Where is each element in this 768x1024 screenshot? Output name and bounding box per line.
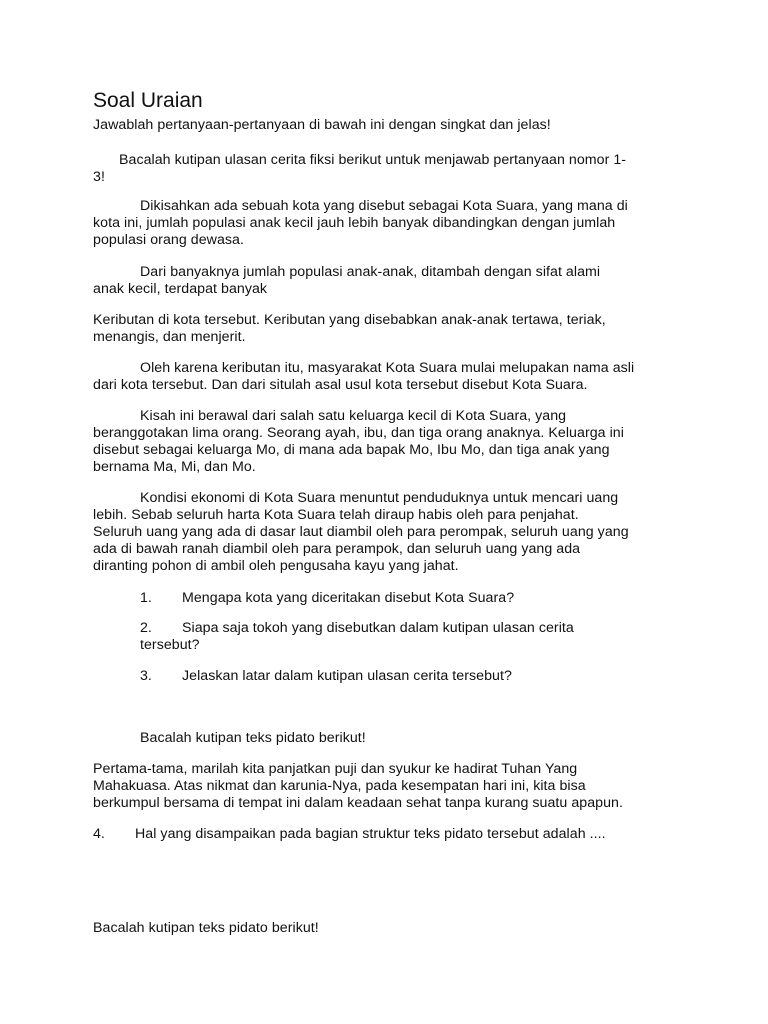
paragraph-line: diranting pohon di ambil oleh pengusaha kayu yang jahat. bbox=[93, 558, 459, 574]
passage-line: Pertama-tama, marilah kita panjatkan puji dan syukur ke hadirat Tuhan Yang bbox=[93, 761, 578, 777]
instruction-text: Jawablah pertanyaan-pertanyaan di bawah ini dengan singkat dan jelas! bbox=[93, 117, 551, 133]
paragraph-line: Kondisi ekonomi di Kota Suara menuntut penduduknya untuk mencari uang bbox=[140, 490, 619, 506]
paragraph-line: Dikisahkan ada sebuah kota yang disebut sebagai Kota Suara, yang mana di bbox=[140, 198, 628, 214]
paragraph-line: lebih. Sebab seluruh harta Kota Suara telah diraup habis oleh para penjahat. bbox=[93, 507, 579, 523]
question-number: 1. bbox=[140, 590, 152, 606]
paragraph-line: anak kecil, terdapat banyak bbox=[93, 281, 268, 297]
section1-intro-line: Bacalah kutipan ulasan cerita fiksi berikut untuk menjawab pertanyaan nomor 1- bbox=[119, 152, 627, 168]
paragraph-line: Oleh karena keributan itu, masyarakat Kota Suara mulai melupakan nama asli bbox=[140, 360, 635, 376]
paragraph-line: bernama Ma, Mi, dan Mo. bbox=[93, 459, 256, 475]
question-text: Mengapa kota yang diceritakan disebut Kota Suara? bbox=[182, 590, 515, 606]
question-text: Siapa saja tokoh yang disebutkan dalam kutipan ulasan cerita bbox=[182, 620, 574, 636]
paragraph-line: Dari banyaknya jumlah populasi anak-anak, ditambah dengan sifat alami bbox=[140, 264, 601, 280]
question-text: tersebut? bbox=[140, 637, 200, 653]
paragraph-line: Seluruh uang yang ada di dasar laut diambil oleh para perompak, seluruh uang yang bbox=[93, 524, 629, 540]
paragraph-line: menangis, dan menjerit. bbox=[93, 329, 246, 345]
question-number: 4. bbox=[93, 826, 105, 842]
question-text: Hal yang disampaikan pada bagian struktur teks pidato tersebut adalah .... bbox=[135, 826, 606, 842]
question-text: Jelaskan latar dalam kutipan ulasan cerita tersebut? bbox=[182, 668, 512, 684]
paragraph-line: populasi orang dewasa. bbox=[93, 232, 244, 248]
question-number: 3. bbox=[140, 668, 152, 684]
paragraph-line: Keributan di kota tersebut. Keributan yang disebabkan anak-anak tertawa, teriak, bbox=[93, 312, 606, 328]
passage-line: Mahakuasa. Atas nikmat dan karunia-Nya, pada kesempatan hari ini, kita bisa bbox=[93, 778, 586, 794]
section2-intro: Bacalah kutipan teks pidato berikut! bbox=[140, 730, 366, 746]
question-number: 2. bbox=[140, 620, 152, 636]
page-title: Soal Uraian bbox=[93, 89, 203, 112]
passage-line: berkumpul bersama di tempat ini dalam keadaan sehat tanpa kurang suatu apapun. bbox=[93, 795, 623, 811]
paragraph-line: beranggotakan lima orang. Seorang ayah, ibu, dan tiga orang anaknya. Keluarga ini bbox=[93, 425, 624, 441]
section1-intro-line: 3! bbox=[93, 169, 105, 185]
paragraph-line: kota ini, jumlah populasi anak kecil jauh lebih banyak dibandingkan dengan jumlah bbox=[93, 215, 616, 231]
paragraph-line: disebut sebagai keluarga Mo, di mana ada bapak Mo, Ibu Mo, dan tiga anak yang bbox=[93, 442, 610, 458]
paragraph-line: Kisah ini berawal dari salah satu keluarga kecil di Kota Suara, yang bbox=[140, 408, 567, 424]
section3-intro: Bacalah kutipan teks pidato berikut! bbox=[93, 920, 319, 936]
paragraph-line: dari kota tersebut. Dan dari situlah asal usul kota tersebut disebut Kota Suara. bbox=[93, 377, 588, 393]
paragraph-line: ada di bawah ranah diambil oleh para perampok, dan seluruh uang yang ada bbox=[93, 541, 581, 557]
